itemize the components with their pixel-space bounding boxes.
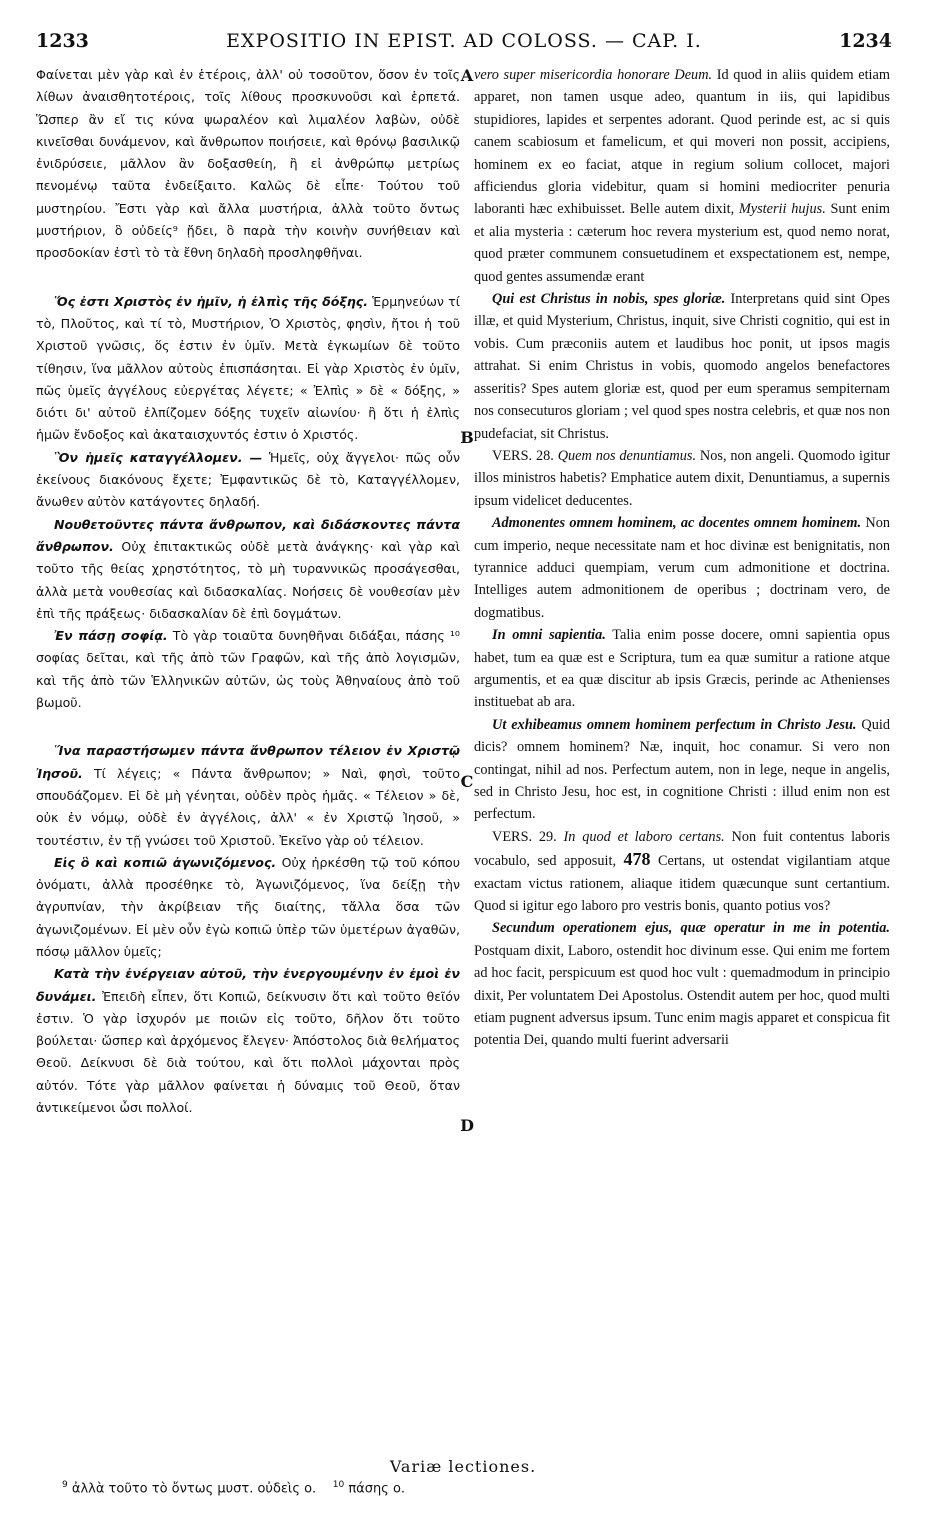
greek-lemma: Ὅς ἐστι Χριστὸς ἐν ἡμῖν, ἡ ἐλπὶς τῆς δόξης. <box>54 293 369 309</box>
latin-lemma: Admonentes omnem hominem, ac docentes omnem hominem. <box>492 515 862 532</box>
greek-lemma: Εἰς ὃ καὶ κοπιῶ ἀγωνιζόμενος. <box>54 854 277 870</box>
latin-paragraph: VERS. 29. In quod et laboro certans. Non fuit contentus laboris vocabulo, sed apposuit, 478 Certans, ut ostendat vigilantiam atque exactam victus rationem, aliaque itidem quæcunque sunt certantium. Quod si igitur ego laboro pro vestris bonis, quanto potius vos? <box>474 828 891 915</box>
column-number: 478 <box>623 849 651 870</box>
greek-lemma: Ἐν πάσῃ σοφίᾳ. <box>54 628 168 644</box>
greek-paragraph: Φαίνεται μὲν γὰρ καὶ ἐν ἑτέροις, ἀλλ' οὐ τοσοῦτον, ὅσον ἐν τοῖς λίθων ἀναισθητοτέροις, τοῖς λίθους προσκυνοῦσι καὶ ἑρπετά. Ὥσπερ ἂν εἴ τις κύνα ψωραλέον καὶ λιμαλέον λαβὼν, οὐδὲ κινεῖσθαι δυνάμενον, καὶ ἄνθρωπον ποιήσειε, καὶ θρόνῳ βασιλικῷ ἐνιδρύσειε, μᾶλλον ἂν δοξασθείη, ἢ εἰ ἀνθρώπῳ μετρίως πενομένῳ ταῦτα ἐνδείξαιτο. Καλῶς δὲ εἶπε· Τούτου τοῦ μυστηρίου. Ἔστι γὰρ καὶ ἄλλα μυστήρια, ἀλλὰ τοῦτο ὄντως μυστήριον, ὃ οὐδείς⁹ ᾔδει, ὃ παρὰ τὴν κοινὴν συνήθειαν καὶ προσδοκίαν ἐστὶ τὸ τὰ ἔθνη δηλαδὴ προσληφθῆναι. <box>36 67 460 261</box>
greek-lemma: Κατὰ τὴν ἐνέργειαν αὐτοῦ, τὴν ἐνεργουμένην ἐν ἐμοὶ ἐν δυνάμει. <box>36 966 460 1004</box>
running-title: EXPOSITIO IN EPIST. AD COLOSS. — CAP. I. <box>226 30 702 52</box>
margin-letter-a: A <box>460 66 474 85</box>
greek-paragraph: Ἵνα παραστήσωμεν πάντα ἄνθρωπον τέλειον ἐν Χριστῷ Ἰησοῦ. Τί λέγεις; « Πάντα ἄνθρωπον; » Ναὶ, φησὶ, τοῦτο σπουδάζομεν. Εἰ δὲ μὴ γένηται, οὐδὲν πρὸς ἡμᾶς. « Τέλειον » δὲ, οὐκ ἐν νόμῳ, οὐδὲ ἐν ἀγγέλοις, ἀλλ' « ἐν Χριστῷ Ἰησοῦ, » τουτέστιν, ἐν τῇ γνώσει τοῦ Χριστοῦ. Ἐκεῖνο γὰρ οὐ τέλειον. <box>36 743 460 848</box>
margin-letter-d: D <box>460 1116 474 1135</box>
latin-paragraph: Secundum operationem ejus, quæ operatur in me in potentia. Postquam dixit, Laboro, ostendit hoc divinum esse. Qui enim me fortem ad hoc facit, perspicuum est quod hoc vult : quemadmodum in principio dixit, Per voluntatem Dei Apostolus. Ostendit autem per hoc, quod multi etiam pugnent adversus ipsum. Tunc enim magis apparet et conspicua fit potentia Dei, quando multi fuerint adversarii <box>474 920 890 1049</box>
greek-paragraph: Ὃν ἡμεῖς καταγγέλλομεν. — Ἡμεῖς, οὐχ ἄγγελοι· πῶς οὖν ἐκείνους διακόνους ἔχετε; Ἐμφαντικῶς δὲ τὸ, Καταγγέλλομεν, ἄνωθεν αὐτὸν κατάγοντες δηλαδή. <box>36 449 460 510</box>
footnote-marker: 10 <box>332 1480 345 1490</box>
footnote-text: ἀλλὰ τοῦτο τὸ ὄντως μυστ. οὐδεὶς ο. <box>71 1481 317 1497</box>
page-number-left: 1233 <box>36 30 89 52</box>
latin-paragraph: VERS. 28. Quem nos denuntiamus. Nos, non angeli. Quomodo igitur illos ministros habetis? Emphatice autem dixit, Denuntiamus, a supernis ipsum videlicet deducentes. <box>474 447 891 509</box>
greek-paragraph: Κατὰ τὴν ἐνέργειαν αὐτοῦ, τὴν ἐνεργουμένην ἐν ἐμοὶ ἐν δυνάμει. Ἐπειδὴ εἶπεν, ὅτι Κοπιῶ, δείκνυσιν ὅτι καὶ τοῦτο θεῖόν ἐστιν. Ὁ γὰρ ἰσχυρόν με ποιῶν εἰς τοῦτο, δῆλον ὅτι τοῦτο βούλεται· ὥσπερ καὶ ἀρχόμενος ἔλεγεν· Ἀπόστολος διὰ θελήματος Θεοῦ. Δείκνυσι δὲ διὰ τούτου, καὶ ὅτι πολλοὶ μάχονται πρὸς αὐτόν. Τότε γὰρ μᾶλλον φαίνεται ἡ δύναμις τοῦ Θεοῦ, ὅταν ἀντικείμενοι ὦσι πολλοί. <box>36 966 460 1116</box>
variae-lectiones-notes <box>62 1480 892 1496</box>
latin-column <box>474 64 890 1052</box>
page-header <box>36 30 892 54</box>
greek-lemma: Νουθετοῦντες πάντα ἄνθρωπον, καὶ διδάσκοντες πάντα ἄνθρωπον. <box>36 516 460 554</box>
latin-paragraph: In omni sapientia. Talia enim posse docere, omni sapientia opus habet, tum ea quæ est e Scriptura, tum ea quæ sumitur a ratione atque argumentis, et ea quæ discitur ab ipsis Græcis, perinde ac Athenienses instituebat ab ara. <box>474 627 890 711</box>
greek-paragraph: Εἰς ὃ καὶ κοπιῶ ἀγωνιζόμενος. Οὐχ ἠρκέσθη τῷ τοῦ κόπου ὀνόματι, ἀλλὰ προσέθηκε τὸ, Ἀγωνιζόμενος, ἵνα δείξῃ τὴν ἀγρυπνίαν, τὴν ἀκρίβειαν τῆς διαίτης, τἄλλα ὅσα τῶν ἀγωνιζομένων. Εἰ μὲν οὖν ἐγὼ κοπιῶ ὑπὲρ τῶν ὑμετέρων ἀγαθῶν, πόσῳ μᾶλλον ὑμεῖς; <box>36 854 460 959</box>
footnote-text: πάσης ο. <box>348 1481 406 1497</box>
latin-paragraph: Ut exhibeamus omnem hominem perfectum in Christo Jesu. Quid dicis? omnem hominem? Næ, inquit, hoc conamur. Si vero non contingat, nihil ad nos. Perfectum autem, non in lege, neque in angelis, sed in Christo Jesu, hoc est, in cognitione Christi : illud enim non est perfectum. <box>474 716 891 823</box>
latin-lemma: Ut exhibeamus omnem hominem perfectum in Christo Jesu. <box>492 716 857 733</box>
latin-lemma: Qui est Christus in nobis, spes gloriæ. <box>492 291 726 308</box>
latin-paragraph: Qui est Christus in nobis, spes gloriæ. Interpretans quid sint Opes illæ, et quid Mysterium, Christus, inquit, sive Christi cognitio, qui est in vobis. Cum præconiis autem et laudibus hoc ponit, ut ipsos magis attrahat. Si enim Christus in vobis, quomodo angelos benefactores asseritis? Spes autem gloriæ est, quod per eum speramus sempiternam nos consecuturos gloriam ; vel quod spes nostra celebris, et quæ nos non pudefaciat, sit Christus. <box>474 291 890 442</box>
verse-number: VERS. 29. <box>492 828 557 845</box>
margin-letter-b: B <box>460 428 474 447</box>
footnote-marker: 9 <box>62 1480 68 1490</box>
latin-paragraph: vero super misericordia honorare Deum. Id quod in aliis quidem etiam apparet, non tamen usque adeo, quantum in iis, qui lapidibus stupidiores, lapides et serpentes adorant. Quod perinde est, ac si quis canem scabiosum et famelicum, et qui moveri non possit, accipiens, hominem ex eo faciat, atque in regium solium collocet, majori afficiendus gloria videbitur, quam si homini mediocriter penuria laboranti hæc exhibuisset. Belle autem dixit, Mysterii hujus. Sunt enim et alia mysteria : cæterum hoc revera mysterium est, quod nemo norat, quod præter communem consuetudinem et exspectationem est, nempe, quod gentes assumendæ erant <box>474 67 890 285</box>
greek-lemma: Ἵνα παραστήσωμεν πάντα ἄνθρωπον τέλειον ἐν Χριστῷ Ἰησοῦ. <box>36 743 460 781</box>
greek-paragraph: Ὅς ἐστι Χριστὸς ἐν ἡμῖν, ἡ ἐλπὶς τῆς δόξης. Ἑρμηνεύων τί τὸ, Πλοῦτος, καὶ τί τὸ, Μυστήριον, Ὁ Χριστὸς, φησὶν, ἤτοι ἡ τοῦ Χριστοῦ γνῶσις, ὅς ἐστιν ἐν ὑμῖν. Μετὰ ἐγκωμίων δὲ τοῦτο τίθησιν, ἵνα μᾶλλον αὐτοὺς ἐπισπάσηται. Εἰ γὰρ Χριστὸς ἐν ὑμῖν, πῶς ὑμεῖς ἀγγέλους εὐεργέτας λέγετε; « Ἐλπὶς » δὲ « δόξης, » διότι δι' αὐτοῦ ἐλπίζομεν δόξης τυχεῖν αἰωνίου· ἢ ὅτι ἡ ἐλπὶς ἡμῶν ἔνδοξος καὶ ἀκαταισχυντός ἐστιν ὁ Χριστός. <box>36 293 461 443</box>
greek-paragraph: Ἐν πάσῃ σοφίᾳ. Τὸ γὰρ τοιαῦτα δυνηθῆναι διδάξαι, πάσης ¹⁰ σοφίας δεῖται, καὶ τῆς ἀπὸ τῶν Γραφῶν, καὶ τῆς ἀπὸ λογισμῶν, καὶ τῆς ἀπὸ τῶν Ἑλληνικῶν αὐτῶν, ὡς τοὺς Ἀθηναίους ἀπὸ τοῦ βωμοῦ. <box>36 628 460 711</box>
verse-number: VERS. 28. <box>492 447 554 464</box>
latin-paragraph: Admonentes omnem hominem, ac docentes omnem hominem. Non cum imperio, neque necessitate nam et hoc divinæ est benignitatis, non tyrannice adduci quempiam, verum cum admonitione et doctrina. Intelliges autem admonitionem de operibus ; doctrinam vero, de dogmatibus. <box>474 515 890 621</box>
variae-lectiones-heading: Variæ lectiones. <box>389 1457 537 1476</box>
latin-lemma: In omni sapientia. <box>492 627 606 644</box>
latin-lemma: Secundum operationem ejus, quæ operatur in me in potentia. <box>492 920 890 937</box>
latin-lemma: Quem nos denuntiamus. <box>557 447 697 464</box>
margin-letter-c: C <box>460 772 474 791</box>
page-number-right: 1234 <box>839 30 892 52</box>
latin-lemma: In quod et laboro certans. <box>563 828 725 845</box>
greek-lemma: Ὃν ἡμεῖς καταγγέλλομεν. — <box>54 449 263 465</box>
greek-paragraph: Νουθετοῦντες πάντα ἄνθρωπον, καὶ διδάσκοντες πάντα ἄνθρωπον. Οὐχ ἐπιτακτικῶς οὐδὲ μετὰ ἀνάγκης· καὶ γὰρ καὶ τοῦτο τῆς θείας χρηστότητος, τὸ μὴ τυραννικῶς προσάγεσθαι, ἀλλὰ μετὰ νουθεσίας καὶ διδασκαλίας. Νοήσεις δὲ νουθεσίαν μὲν ἐπὶ τῆς πράξεως· διδασκαλίαν δὲ ἐπὶ δογμάτων. <box>36 516 460 621</box>
greek-column <box>36 64 460 1119</box>
